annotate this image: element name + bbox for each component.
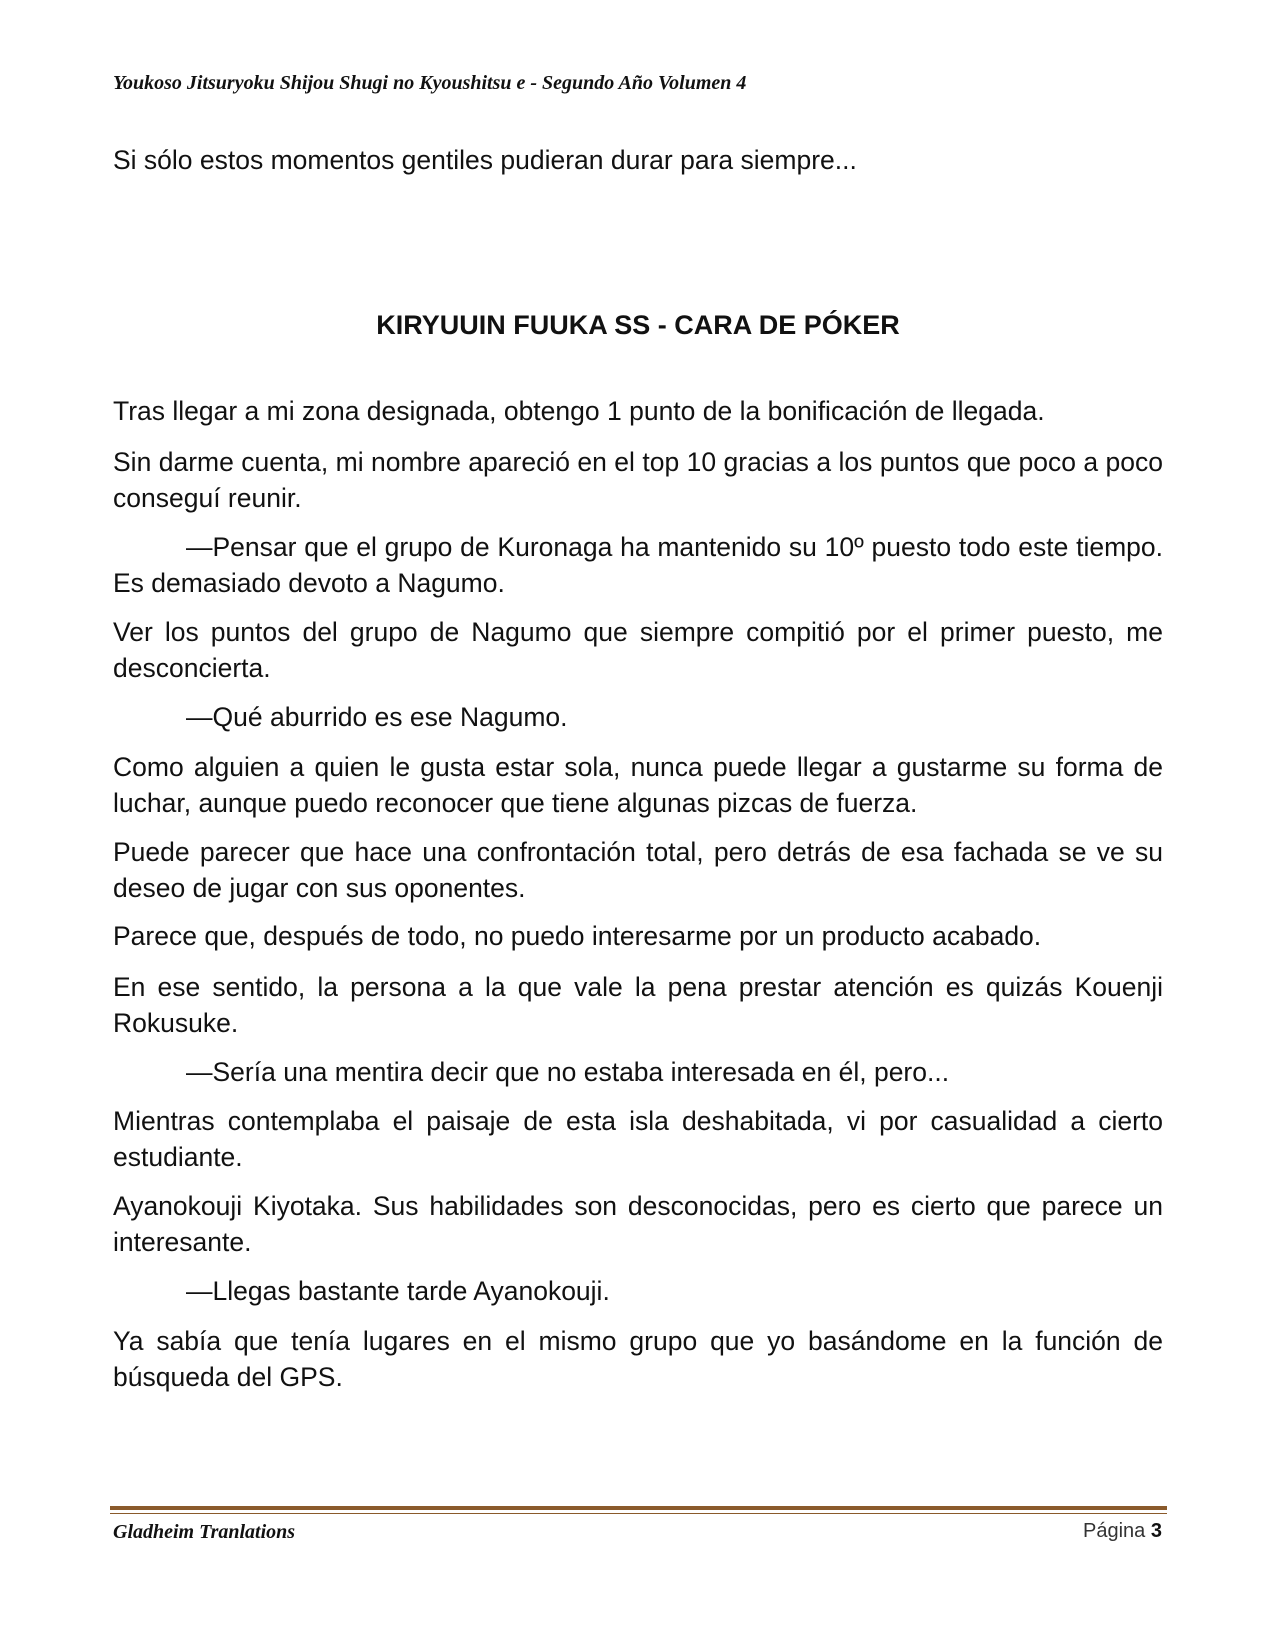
- footer-rule-thick: [110, 1506, 1167, 1510]
- page-label: Página: [1083, 1520, 1146, 1542]
- paragraph-3: —Pensar que el grupo de Kuronaga ha mantenido su 10º puesto todo este tiempo. Es demasiado devoto a Nagumo.: [113, 532, 1163, 598]
- paragraph-2: Sin darme cuenta, mi nombre apareció en el top 10 gracias a los puntos que poco a poco conseguí reunir.: [113, 447, 1163, 513]
- paragraph-11: Mientras contemplaba el paisaje de esta isla deshabitada, vi por casualidad a cierto estudiante.: [113, 1106, 1163, 1172]
- paragraph-12: Ayanokouji Kiyotaka. Sus habilidades son desconocidas, pero es cierto que parece un interesante.: [113, 1191, 1163, 1257]
- page-number-block: [1083, 1520, 1162, 1543]
- paragraph-1: Tras llegar a mi zona designada, obtengo 1 punto de la bonificación de llegada.: [113, 396, 1045, 426]
- paragraph-13: —Llegas bastante tarde Ayanokouji.: [186, 1276, 610, 1306]
- paragraph-5: —Qué aburrido es ese Nagumo.: [186, 702, 568, 732]
- chapter-title: KIRYUUIN FUUKA SS - CARA DE PÓKER: [376, 310, 900, 340]
- intro-line: Si sólo estos momentos gentiles pudieran durar para siempre...: [113, 145, 857, 175]
- footer-credit: Gladheim Tranlations: [113, 1521, 296, 1543]
- paragraph-6: Como alguien a quien le gusta estar sola, nunca puede llegar a gustarme su forma de luchar, aunque puedo reconocer que tiene algunas pizcas de fuerza.: [113, 752, 1163, 818]
- paragraph-8: Parece que, después de todo, no puedo interesarme por un producto acabado.: [113, 921, 1042, 951]
- paragraph-10: —Sería una mentira decir que no estaba interesada en él, pero...: [186, 1057, 950, 1087]
- paragraph-7: Puede parecer que hace una confrontación total, pero detrás de esa fachada se ve su deseo de jugar con sus oponentes.: [113, 837, 1163, 903]
- running-header: Youkoso Jitsuryoku Shijou Shugi no Kyoushitsu e - Segundo Año Volumen 4: [113, 72, 747, 94]
- paragraph-14: Ya sabía que tenía lugares en el mismo grupo que yo basándome en la función de búsqueda del GPS.: [113, 1326, 1163, 1392]
- paragraph-4: Ver los puntos del grupo de Nagumo que siempre compitió por el primer puesto, me desconcierta.: [113, 617, 1163, 683]
- page-number: 3: [1150, 1520, 1162, 1542]
- footer-rule-thin: [110, 1513, 1167, 1514]
- paragraph-9: En ese sentido, la persona a la que vale la pena prestar atención es quizás Kouenji Rokusuke.: [113, 972, 1163, 1038]
